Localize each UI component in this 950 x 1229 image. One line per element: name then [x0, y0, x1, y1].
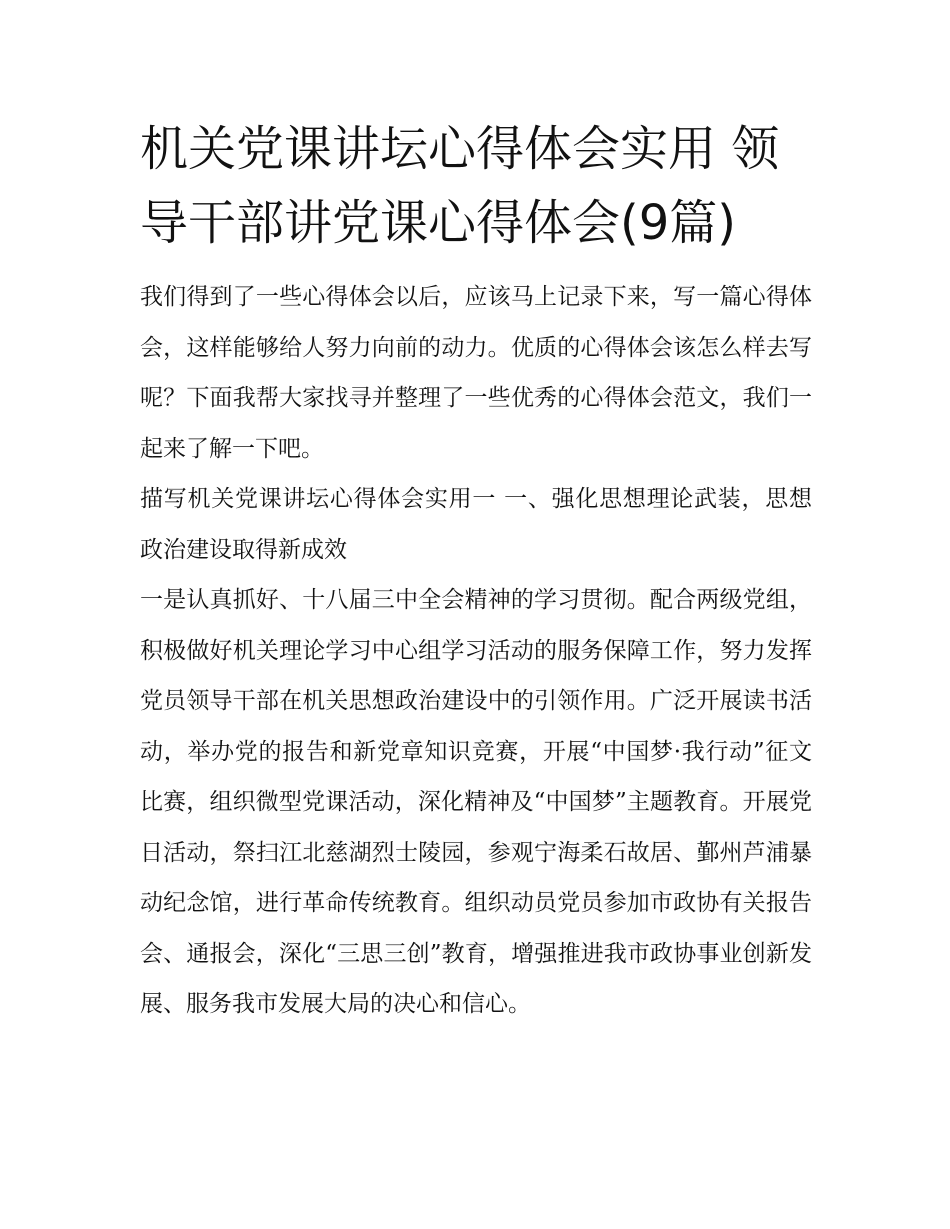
body-paragraph: 一是认真抓好、十八届三中全会精神的学习贯彻。配合两级党组，积极做好机关理论学习中心组学习活动的服务保障工作，努力发挥党员领导干部在机关思想政治建设中的引领作用。广泛开展读书活动，举办党的报告和新党章知识竞赛，开展“中国梦·我行动”征文比赛，组织微型党课活动，深化精神及“中国梦”主题教育。开展党日活动，祭扫江北慈湖烈士陵园，参观宁海柔石故居、鄞州芦浦暴动纪念馆，进行革命传统教育。组织动员党员参加市政协有关报告会、通报会，深化“三思三创”教育，增强推进我市政协事业创新发展、服务我市发展大局的决心和信心。	[140, 587, 812, 1017]
document-title: 机关党课讲坛心得体会实用 领导干部讲党课心得体会(9篇)	[140, 121, 780, 251]
intro-paragraph: 我们得到了一些心得体会以后，应该马上记录下来，写一篇心得体会，这样能够给人努力向前的动力。优质的心得体会该怎么样去写呢？下面我帮大家找寻并整理了一些优秀的心得体会范文，我们一起来了解一下吧。	[140, 284, 812, 462]
document-page	[140, 112, 812, 1030]
section-heading-paragraph: 描写机关党课讲坛心得体会实用一 一、强化思想理论武装，思想政治建设取得新成效	[140, 486, 812, 563]
